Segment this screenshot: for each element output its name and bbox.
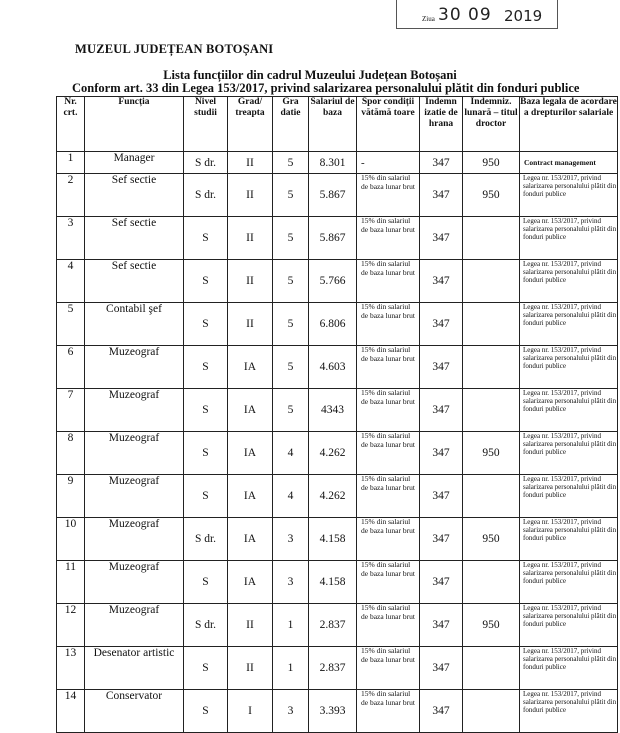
- col-header-baza: Baza legala de acordare a drepturilor salariale: [520, 97, 618, 152]
- table-cell-grad: II: [228, 604, 273, 647]
- table-cell-spor: 15% din salariul de baza lunar brut: [357, 303, 420, 346]
- table-cell-titlu: [463, 260, 520, 303]
- table-row: [57, 152, 618, 174]
- table-cell-spor: 15% din salariul de baza lunar brut: [357, 475, 420, 518]
- table-cell-nr: 2: [57, 174, 85, 217]
- table-cell-nr: 3: [57, 217, 85, 260]
- table-cell-studii: S: [184, 303, 228, 346]
- table-cell-hrana: 347: [420, 432, 463, 475]
- col-header-nr: Nr. crt.: [57, 97, 85, 152]
- table-cell-salariul: 8.301: [309, 152, 357, 174]
- table-cell-gradatie: 1: [273, 604, 309, 647]
- table-cell-functia: Sef sectie: [85, 174, 184, 217]
- table-cell-baza: Contract management: [520, 152, 618, 174]
- col-header-functia: Funcția: [85, 97, 184, 152]
- table-cell-spor: 15% din salariul de baza lunar brut: [357, 647, 420, 690]
- table-cell-baza: Legea nr. 153/2017, privind salarizarea personalului plătit din fonduri publice: [520, 518, 618, 561]
- table-cell-nr: 12: [57, 604, 85, 647]
- table-cell-functia: Muzeograf: [85, 561, 184, 604]
- table-cell-hrana: 347: [420, 690, 463, 733]
- col-header-titlu: Indemniz. lunară – titul droctor: [463, 97, 520, 152]
- table-cell-nr: 4: [57, 260, 85, 303]
- table-cell-hrana: 347: [420, 389, 463, 432]
- table-cell-titlu: [463, 690, 520, 733]
- table-cell-titlu: [463, 217, 520, 260]
- stamp-year: 2019: [504, 7, 543, 25]
- table-cell-baza: Legea nr. 153/2017, privind salarizarea personalului plătit din fonduri publice: [520, 303, 618, 346]
- table-cell-nr: 5: [57, 303, 85, 346]
- table-cell-spor: 15% din salariul de baza lunar brut: [357, 174, 420, 217]
- table-cell-titlu: [463, 561, 520, 604]
- table-cell-studii: S: [184, 432, 228, 475]
- table-cell-hrana: 347: [420, 346, 463, 389]
- table-cell-baza: Legea nr. 153/2017, privind salarizarea personalului plătit din fonduri publice: [520, 475, 618, 518]
- table-cell-functia: Muzeograf: [85, 518, 184, 561]
- table-cell-studii: S: [184, 389, 228, 432]
- table-cell-baza: Legea nr. 153/2017, privind salarizarea personalului plătit din fonduri publice: [520, 647, 618, 690]
- table-cell-salariul: 4.158: [309, 518, 357, 561]
- table-cell-salariul: 6.806: [309, 303, 357, 346]
- table-cell-gradatie: 3: [273, 561, 309, 604]
- table-cell-hrana: 347: [420, 647, 463, 690]
- col-header-spor: Spor condiții vătămă toare: [357, 97, 420, 152]
- table-cell-gradatie: 5: [273, 260, 309, 303]
- table-cell-nr: 7: [57, 389, 85, 432]
- table-cell-grad: I: [228, 690, 273, 733]
- table-cell-studii: S: [184, 475, 228, 518]
- table-cell-grad: IA: [228, 389, 273, 432]
- table-cell-salariul: 4.158: [309, 561, 357, 604]
- table-cell-spor: -: [357, 152, 420, 174]
- table-cell-hrana: 347: [420, 518, 463, 561]
- table-cell-spor: 15% din salariul de baza lunar brut: [357, 690, 420, 733]
- table-cell-gradatie: 3: [273, 690, 309, 733]
- table-cell-nr: 13: [57, 647, 85, 690]
- table-cell-hrana: 347: [420, 217, 463, 260]
- table-cell-gradatie: 3: [273, 518, 309, 561]
- col-header-gradatie: Gra datie: [273, 97, 309, 152]
- table-cell-hrana: 347: [420, 260, 463, 303]
- table-row: [57, 346, 618, 389]
- table-cell-studii: S: [184, 260, 228, 303]
- table-cell-grad: II: [228, 260, 273, 303]
- table-row: [57, 432, 618, 475]
- table-cell-functia: Muzeograf: [85, 346, 184, 389]
- table-cell-studii: S: [184, 217, 228, 260]
- table-cell-titlu: [463, 346, 520, 389]
- table-row: [57, 647, 618, 690]
- table-cell-functia: Conservator: [85, 690, 184, 733]
- table-cell-grad: IA: [228, 475, 273, 518]
- table-cell-grad: IA: [228, 346, 273, 389]
- functions-table: [56, 96, 618, 733]
- table-cell-baza: Legea nr. 153/2017, privind salarizarea personalului plătit din fonduri publice: [520, 432, 618, 475]
- table-cell-functia: Muzeograf: [85, 475, 184, 518]
- table-cell-baza: Legea nr. 153/2017, privind salarizarea personalului plătit din fonduri publice: [520, 217, 618, 260]
- table-cell-titlu: [463, 647, 520, 690]
- stamp-prefix: Ziua: [422, 15, 435, 23]
- table-cell-studii: S: [184, 690, 228, 733]
- table-row: [57, 174, 618, 217]
- table-cell-grad: II: [228, 303, 273, 346]
- table-cell-grad: IA: [228, 518, 273, 561]
- table-cell-nr: 6: [57, 346, 85, 389]
- table-cell-functia: Desenator artistic: [85, 647, 184, 690]
- table-cell-titlu: [463, 303, 520, 346]
- table-row: [57, 389, 618, 432]
- table-cell-titlu: 950: [463, 152, 520, 174]
- table-row: [57, 604, 618, 647]
- table-header-row: [57, 97, 618, 152]
- table-cell-grad: II: [228, 217, 273, 260]
- table-cell-titlu: 950: [463, 174, 520, 217]
- table-cell-functia: Sef sectie: [85, 217, 184, 260]
- table-cell-spor: 15% din salariul de baza lunar brut: [357, 260, 420, 303]
- table-cell-grad: II: [228, 647, 273, 690]
- table-cell-titlu: 950: [463, 432, 520, 475]
- table-cell-hrana: 347: [420, 475, 463, 518]
- table-cell-salariul: 5.867: [309, 217, 357, 260]
- table-cell-functia: Muzeograf: [85, 432, 184, 475]
- table-cell-studii: S: [184, 346, 228, 389]
- document-subtitle: Conform art. 33 din Legea 153/2017, privind salarizarea personalului plătit din fonduri publice: [72, 81, 580, 95]
- table-cell-titlu: [463, 475, 520, 518]
- table-cell-gradatie: 5: [273, 217, 309, 260]
- table-cell-gradatie: 5: [273, 389, 309, 432]
- table-cell-nr: 10: [57, 518, 85, 561]
- table-row: [57, 260, 618, 303]
- table-cell-salariul: 4343: [309, 389, 357, 432]
- table-cell-studii: S dr.: [184, 518, 228, 561]
- table-cell-baza: Legea nr. 153/2017, privind salarizarea personalului plătit din fonduri publice: [520, 260, 618, 303]
- table-cell-titlu: 950: [463, 518, 520, 561]
- table-cell-studii: S: [184, 561, 228, 604]
- table-cell-gradatie: 1: [273, 647, 309, 690]
- table-cell-salariul: 5.867: [309, 174, 357, 217]
- table-cell-grad: IA: [228, 432, 273, 475]
- table-cell-functia: Muzeograf: [85, 389, 184, 432]
- col-header-hrana: Indemn izatie de hrana: [420, 97, 463, 152]
- table-cell-baza: Legea nr. 153/2017, privind salarizarea personalului plătit din fonduri publice: [520, 690, 618, 733]
- table-cell-salariul: 4.262: [309, 432, 357, 475]
- col-header-studii: Nivel studii: [184, 97, 228, 152]
- table-row: [57, 561, 618, 604]
- table-cell-salariul: 2.837: [309, 647, 357, 690]
- table-cell-salariul: 3.393: [309, 690, 357, 733]
- stamp-date: 30 09: [438, 5, 492, 25]
- table-cell-titlu: 950: [463, 604, 520, 647]
- table-cell-baza: Legea nr. 153/2017, privind salarizarea personalului plătit din fonduri publice: [520, 604, 618, 647]
- table-cell-baza: Legea nr. 153/2017, privind salarizarea personalului plătit din fonduri publice: [520, 561, 618, 604]
- table-cell-salariul: 5.766: [309, 260, 357, 303]
- table-cell-gradatie: 5: [273, 303, 309, 346]
- table-row: [57, 303, 618, 346]
- table-cell-studii: S dr.: [184, 604, 228, 647]
- table-cell-grad: II: [228, 174, 273, 217]
- table-cell-salariul: 2.837: [309, 604, 357, 647]
- table-cell-functia: Contabil şef: [85, 303, 184, 346]
- table-cell-gradatie: 4: [273, 475, 309, 518]
- table-cell-spor: 15% din salariul de baza lunar brut: [357, 389, 420, 432]
- table-cell-baza: Legea nr. 153/2017, privind salarizarea personalului plătit din fonduri publice: [520, 346, 618, 389]
- table-cell-nr: 9: [57, 475, 85, 518]
- registration-stamp: [396, 0, 558, 30]
- table-cell-studii: S dr.: [184, 174, 228, 217]
- table-cell-grad: IA: [228, 561, 273, 604]
- table-cell-spor: 15% din salariul de baza lunar brut: [357, 432, 420, 475]
- table-cell-functia: Muzeograf: [85, 604, 184, 647]
- table-cell-hrana: 347: [420, 303, 463, 346]
- table-cell-studii: S dr.: [184, 152, 228, 174]
- table-cell-spor: 15% din salariul de baza lunar brut: [357, 518, 420, 561]
- table-cell-functia: Manager: [85, 152, 184, 174]
- table-cell-studii: S: [184, 647, 228, 690]
- table-cell-gradatie: 5: [273, 152, 309, 174]
- table-cell-hrana: 347: [420, 152, 463, 174]
- table-cell-nr: 14: [57, 690, 85, 733]
- table-cell-hrana: 347: [420, 174, 463, 217]
- table-cell-spor: 15% din salariul de baza lunar brut: [357, 561, 420, 604]
- institution-name: MUZEUL JUDEȚEAN BOTOȘANI: [75, 42, 274, 56]
- table-cell-baza: Legea nr. 153/2017, privind salarizarea personalului plătit din fonduri publice: [520, 389, 618, 432]
- table-cell-titlu: [463, 389, 520, 432]
- col-header-grad: Grad/ treapta: [228, 97, 273, 152]
- table-cell-salariul: 4.603: [309, 346, 357, 389]
- table-row: [57, 690, 618, 733]
- table-cell-baza: Legea nr. 153/2017, privind salarizarea personalului plătit din fonduri publice: [520, 174, 618, 217]
- table-row: [57, 217, 618, 260]
- table-cell-grad: II: [228, 152, 273, 174]
- table-cell-gradatie: 5: [273, 174, 309, 217]
- table-cell-nr: 1: [57, 152, 85, 174]
- table-cell-nr: 8: [57, 432, 85, 475]
- table-cell-functia: Sef sectie: [85, 260, 184, 303]
- table-cell-hrana: 347: [420, 604, 463, 647]
- table-cell-spor: 15% din salariul de baza lunar brut: [357, 604, 420, 647]
- table-cell-gradatie: 5: [273, 346, 309, 389]
- col-header-salariul: Salariul de baza: [309, 97, 357, 152]
- table-row: [57, 475, 618, 518]
- table-cell-spor: 15% din salariul de baza lunar brut: [357, 217, 420, 260]
- table-cell-nr: 11: [57, 561, 85, 604]
- table-cell-spor: 15% din salariul de baza lunar brut: [357, 346, 420, 389]
- table-cell-salariul: 4.262: [309, 475, 357, 518]
- table-row: [57, 518, 618, 561]
- document-title: Lista funcțiilor din cadrul Muzeului Județean Botoșani: [163, 68, 457, 82]
- table-cell-gradatie: 4: [273, 432, 309, 475]
- table-cell-hrana: 347: [420, 561, 463, 604]
